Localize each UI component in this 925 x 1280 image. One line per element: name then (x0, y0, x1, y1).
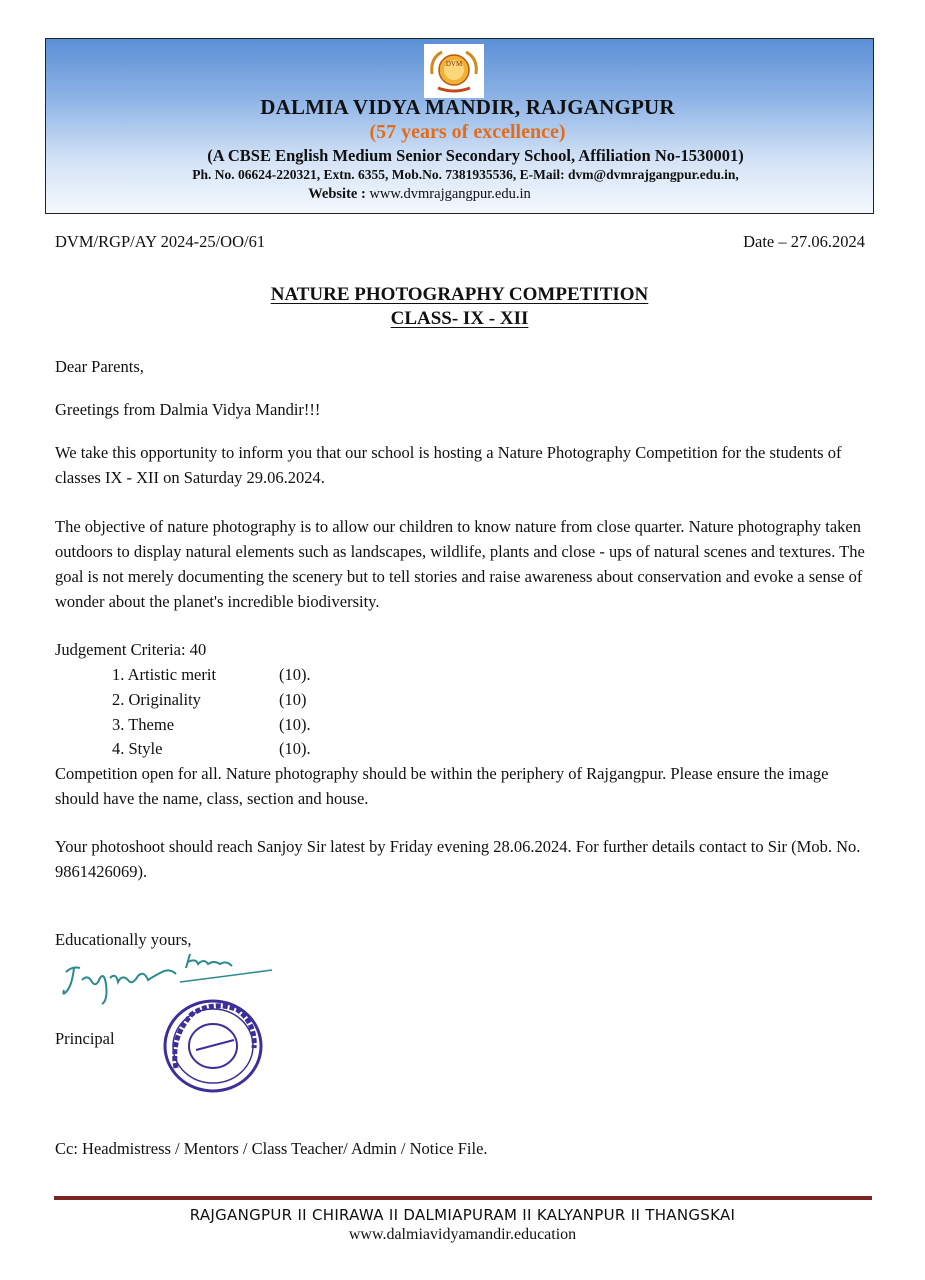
salutation: Dear Parents, (55, 357, 144, 376)
contact-line: Ph. No. 06624-220321, Extn. 6355, Mob.No. 7381935536, E-Mail: dvm@dvmrajgangpur.edu.in, (192, 167, 739, 182)
website-label: Website : (308, 186, 366, 202)
school-logo (424, 44, 484, 98)
greeting: Greetings from Dalmia Vidya Mandir!!! (55, 400, 321, 419)
criteria-label: 4. Style (112, 739, 163, 758)
criteria-label: 1. Artistic merit (112, 665, 217, 684)
criteria-marks: (10). (279, 739, 311, 758)
website-line (6, 186, 833, 203)
notice-subtitle: CLASS- IX - XII (390, 308, 529, 329)
closing: Educationally yours, (55, 930, 192, 949)
objective-paragraph: The objective of nature photography is to allow our children to know nature from close quarter. Nature photography taken outdoors to display natural elements such as landscapes, wildlife, plants and close - ups of natural scenes and textures. The goal is not merely documenting the scenery but to tell stories and raise awareness about conservation and evoke a sense of wonder about the planet's incredible biodiversity. (55, 517, 865, 611)
criteria-marks: (10). (279, 665, 311, 684)
cc-line: Cc: Headmistress / Mentors / Class Teacher/ Admin / Notice File. (55, 1139, 488, 1158)
notice-title: NATURE PHOTOGRAPHY COMPETITION (270, 284, 649, 305)
affiliation-line: (A CBSE English Medium Senior Secondary School, Affiliation No-1530001) (207, 146, 744, 165)
criteria-item (112, 736, 412, 761)
signatory-title: Principal (55, 1029, 115, 1048)
footer-divider (54, 1196, 872, 1200)
criteria-title: Judgement Criteria: 40 (55, 640, 207, 659)
letterhead (45, 38, 874, 214)
footer-website: www.dalmiavidyamandir.education (348, 1226, 577, 1243)
criteria-item (112, 712, 412, 737)
svg-text:DVM: DVM (445, 60, 463, 68)
submission-paragraph: Your photoshoot should reach Sanjoy Sir latest by Friday evening 28.06.2024. For further details contact to Sir (Mob. No. 9861426069). (55, 837, 861, 881)
intro-paragraph: We take this opportunity to inform you that our school is hosting a Nature Photography Competition for the students of classes IX - XII on Saturday 29.06.2024. (55, 443, 842, 487)
rules-paragraph: Competition open for all. Nature photography should be within the periphery of Rajgangpur. Please ensure the image should have the name, class, section and house. (55, 764, 829, 808)
footer-campuses: RAJGANGPUR II CHIRAWA II DALMIAPURAM II KALYANPUR II THANGSKAI (189, 1206, 736, 1224)
criteria-marks: (10). (279, 715, 311, 734)
school-tagline: (57 years of excellence) (369, 121, 566, 143)
criteria-label: 2. Originality (112, 690, 201, 709)
criteria-item (112, 662, 412, 687)
letter-date: Date – 27.06.2024 (743, 232, 865, 251)
criteria-marks: (10) (279, 690, 307, 709)
school-seal (162, 998, 264, 1094)
criteria-label: 3. Theme (112, 715, 175, 734)
school-name: DALMIA VIDYA MANDIR, RAJGANGPUR (260, 95, 675, 119)
website-url: www.dvmrajgangpur.edu.in (369, 186, 531, 202)
criteria-item (112, 687, 412, 712)
reference-number: DVM/RGP/AY 2024-25/OO/61 (55, 232, 266, 251)
